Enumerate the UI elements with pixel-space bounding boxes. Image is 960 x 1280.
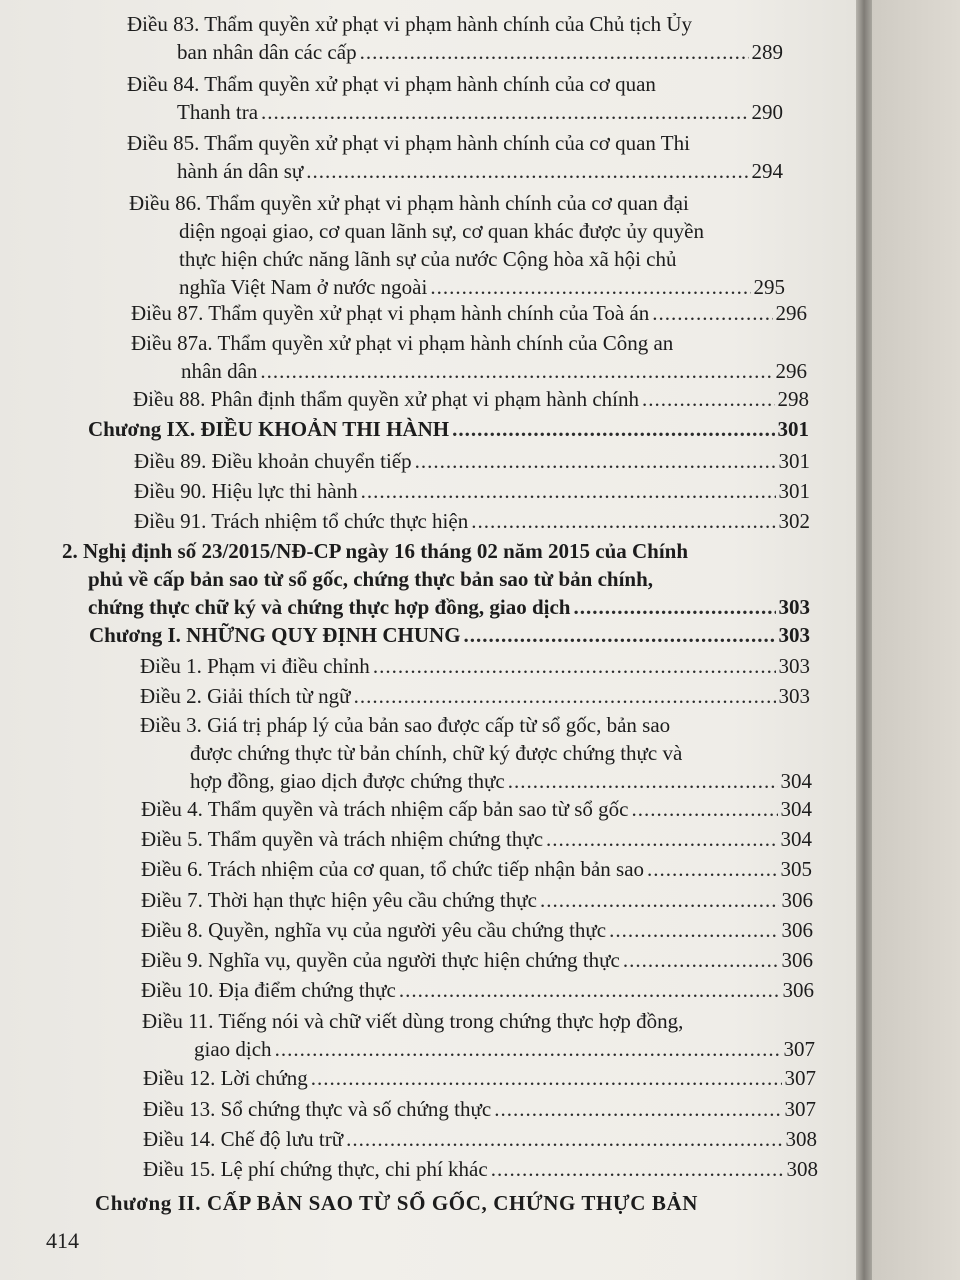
page-number-ref: 306: [781, 918, 813, 942]
page-number-ref: 308: [785, 1127, 817, 1151]
toc-entry[interactable]: [140, 652, 810, 680]
dot-leader: [471, 507, 775, 535]
toc-entry[interactable]: [140, 711, 812, 795]
toc-entry[interactable]: [131, 299, 807, 327]
dot-leader: [311, 1064, 782, 1092]
document-title-line: chứng thực chữ ký và chứng thực hợp đồng, giao dịch: [88, 595, 571, 619]
toc-entry[interactable]: [143, 1064, 816, 1092]
toc-entry[interactable]: [142, 1007, 815, 1063]
toc-entry[interactable]: [141, 855, 812, 883]
page-number-ref: 296: [775, 301, 807, 325]
entry-text-line: Thanh tra: [177, 100, 259, 124]
toc-chapter-entry[interactable]: [95, 1189, 815, 1217]
entry-text-line: ban nhân dân các cấp: [177, 40, 357, 64]
entry-text-line: nghĩa Việt Nam ở nước ngoài: [179, 275, 428, 299]
page-number-ref: 303: [778, 684, 810, 708]
toc-entry[interactable]: [141, 825, 812, 853]
dot-leader: [631, 795, 777, 823]
page-number-ref: 304: [780, 797, 812, 821]
dot-leader: [306, 157, 748, 185]
toc-entry[interactable]: [143, 1125, 817, 1153]
dot-leader: [623, 946, 779, 974]
dot-leader: [260, 357, 772, 385]
dot-leader: [652, 299, 772, 327]
entry-text-line: Điều 14. Chế độ lưu trữ: [143, 1127, 344, 1151]
toc-entry[interactable]: [143, 1155, 818, 1183]
dot-leader: [452, 415, 774, 443]
page-number-ref: 304: [780, 769, 812, 793]
dot-leader: [261, 98, 748, 126]
entry-text-line: Điều 90. Hiệu lực thi hành: [134, 479, 358, 503]
page-number-ref: 307: [783, 1037, 815, 1061]
toc-entry[interactable]: [131, 329, 807, 385]
entry-text-line: giao dịch: [194, 1037, 272, 1061]
entry-text-line: Điều 83. Thẩm quyền xử phạt vi phạm hành chính của Chủ tịch Ủy: [127, 12, 693, 36]
page-number-ref: 294: [751, 159, 783, 183]
chapter-title: Chương IX. ĐIỀU KHOẢN THI HÀNH: [88, 417, 450, 441]
entry-text-line: Điều 4. Thẩm quyền và trách nhiệm cấp bản sao từ sổ gốc: [141, 797, 629, 821]
toc-entry[interactable]: [129, 189, 785, 301]
page-number-ref: 305: [780, 857, 812, 881]
entry-text-line: hợp đồng, giao dịch được chứng thực: [190, 769, 505, 793]
page-number-ref: 307: [784, 1097, 816, 1121]
chapter-title: Chương I. NHỮNG QUY ĐỊNH CHUNG: [89, 623, 461, 647]
dot-leader: [360, 38, 749, 66]
entry-text-line: Điều 5. Thẩm quyền và trách nhiệm chứng thực: [141, 827, 544, 851]
entry-text-line: Điều 89. Điều khoản chuyển tiếp: [134, 449, 412, 473]
entry-text-line: Điều 1. Phạm vi điều chỉnh: [140, 654, 370, 678]
page-number-ref: 290: [751, 100, 783, 124]
toc-chapter-entry[interactable]: [88, 415, 809, 443]
entry-text-line: Điều 3. Giá trị pháp lý của bản sao được cấp từ sổ gốc, bản sao: [140, 713, 671, 737]
document-title-line: phủ về cấp bản sao từ sổ gốc, chứng thực bản sao từ bản chính,: [88, 567, 654, 591]
page-number-ref: 303: [778, 623, 810, 647]
dot-leader: [573, 593, 775, 621]
entry-text-line: Điều 2. Giải thích từ ngữ: [140, 684, 351, 708]
toc-entry[interactable]: [141, 946, 813, 974]
entry-text-line: diện ngoại giao, cơ quan lãnh sự, cơ quan khác được ủy quyền: [179, 219, 704, 243]
document-title-line: 2. Nghị định số 23/2015/NĐ-CP ngày 16 tháng 02 năm 2015 của Chính: [62, 539, 689, 563]
toc-entry[interactable]: [127, 10, 783, 66]
page-number-ref: 304: [780, 827, 812, 851]
entry-text-line: Điều 9. Nghĩa vụ, quyền của người thực hiện chứng thực: [141, 948, 620, 972]
toc-entry[interactable]: [140, 682, 810, 710]
entry-text-line: Điều 10. Địa điểm chứng thực: [141, 978, 396, 1002]
dot-leader: [540, 886, 779, 914]
entry-text-line: hành án dân sự: [177, 159, 304, 183]
dot-leader: [647, 855, 777, 883]
entry-text-line: Điều 87. Thẩm quyền xử phạt vi phạm hành chính của Toà án: [131, 301, 650, 325]
page-number-ref: 295: [753, 275, 785, 299]
dot-leader: [546, 825, 777, 853]
toc-entry[interactable]: [143, 1095, 816, 1123]
dot-leader: [346, 1125, 782, 1153]
entry-text-line: thực hiện chức năng lãnh sự của nước Cộng hòa xã hội chủ: [179, 247, 677, 271]
toc-entry[interactable]: [127, 70, 783, 126]
toc-entry[interactable]: [134, 507, 810, 535]
page-number-ref: 301: [778, 449, 810, 473]
chapter-title: Chương II. CẤP BẢN SAO TỪ SỔ GỐC, CHỨNG THỰC BẢN: [95, 1191, 698, 1215]
dot-leader: [609, 916, 778, 944]
dot-leader: [491, 1155, 784, 1183]
toc-entry[interactable]: [134, 447, 810, 475]
dot-leader: [275, 1035, 781, 1063]
dot-leader: [354, 682, 776, 710]
toc-chapter-entry[interactable]: [89, 621, 810, 649]
page-number-ref: 306: [781, 888, 813, 912]
dot-leader: [430, 273, 750, 301]
entry-text-line: Điều 84. Thẩm quyền xử phạt vi phạm hành chính của cơ quan: [127, 72, 656, 96]
dot-leader: [361, 477, 776, 505]
page-number-ref: 303: [778, 654, 810, 678]
entry-text-line: Điều 15. Lệ phí chứng thực, chi phí khác: [143, 1157, 488, 1181]
entry-text-line: Điều 6. Trách nhiệm của cơ quan, tổ chức tiếp nhận bản sao: [141, 857, 645, 881]
toc-entry[interactable]: [134, 477, 810, 505]
toc-entry[interactable]: [141, 976, 814, 1004]
page-number-ref: 306: [781, 948, 813, 972]
toc-entry[interactable]: [127, 129, 783, 185]
dot-leader: [464, 621, 776, 649]
toc-document-entry[interactable]: [62, 537, 810, 621]
dot-leader: [415, 447, 776, 475]
entry-text-line: nhân dân: [181, 359, 258, 383]
page-number-ref: 303: [778, 595, 810, 619]
entry-text-line: Điều 7. Thời hạn thực hiện yêu cầu chứng thực: [141, 888, 537, 912]
entry-text-line: Điều 91. Trách nhiệm tổ chức thực hiện: [134, 509, 469, 533]
page-number-ref: 289: [751, 40, 783, 64]
page-number-ref: 307: [784, 1066, 816, 1090]
page-number-ref: 301: [778, 479, 810, 503]
entry-text-line: Điều 88. Phân định thẩm quyền xử phạt vi phạm hành chính: [133, 387, 639, 411]
page-number-ref: 306: [782, 978, 814, 1002]
toc-entry[interactable]: [141, 916, 813, 944]
dot-leader: [399, 976, 780, 1004]
entry-text-line: Điều 86. Thẩm quyền xử phạt vi phạm hành chính của cơ quan đại: [129, 191, 689, 215]
entry-text-line: Điều 8. Quyền, nghĩa vụ của người yêu cầu chứng thực: [141, 918, 607, 942]
page-number-ref: 308: [786, 1157, 818, 1181]
dot-leader: [494, 1095, 781, 1123]
dot-leader: [373, 652, 776, 680]
entry-text-line: Điều 11. Tiếng nói và chữ viết dùng trong chứng thực hợp đồng,: [142, 1009, 684, 1033]
toc-entry[interactable]: [133, 385, 809, 413]
page-number-ref: 301: [777, 417, 809, 441]
entry-text-line: Điều 85. Thẩm quyền xử phạt vi phạm hành chính của cơ quan Thi: [127, 131, 690, 155]
page-number-ref: 298: [777, 387, 809, 411]
entry-text-line: Điều 13. Sổ chứng thực và số chứng thực: [143, 1097, 492, 1121]
toc-entry[interactable]: [141, 886, 813, 914]
dot-leader: [642, 385, 775, 413]
page-number-ref: 302: [778, 509, 810, 533]
entry-text-line: Điều 87a. Thẩm quyền xử phạt vi phạm hành chính của Công an: [131, 331, 674, 355]
toc-entry[interactable]: [141, 795, 812, 823]
page-number: 414: [46, 1228, 79, 1253]
entry-text-line: Điều 12. Lời chứng: [143, 1066, 308, 1090]
entry-text-line: được chứng thực từ bản chính, chữ ký được chứng thực và: [190, 741, 683, 765]
page-number-ref: 296: [775, 359, 807, 383]
dot-leader: [508, 767, 778, 795]
adjacent-page: [872, 0, 960, 1280]
